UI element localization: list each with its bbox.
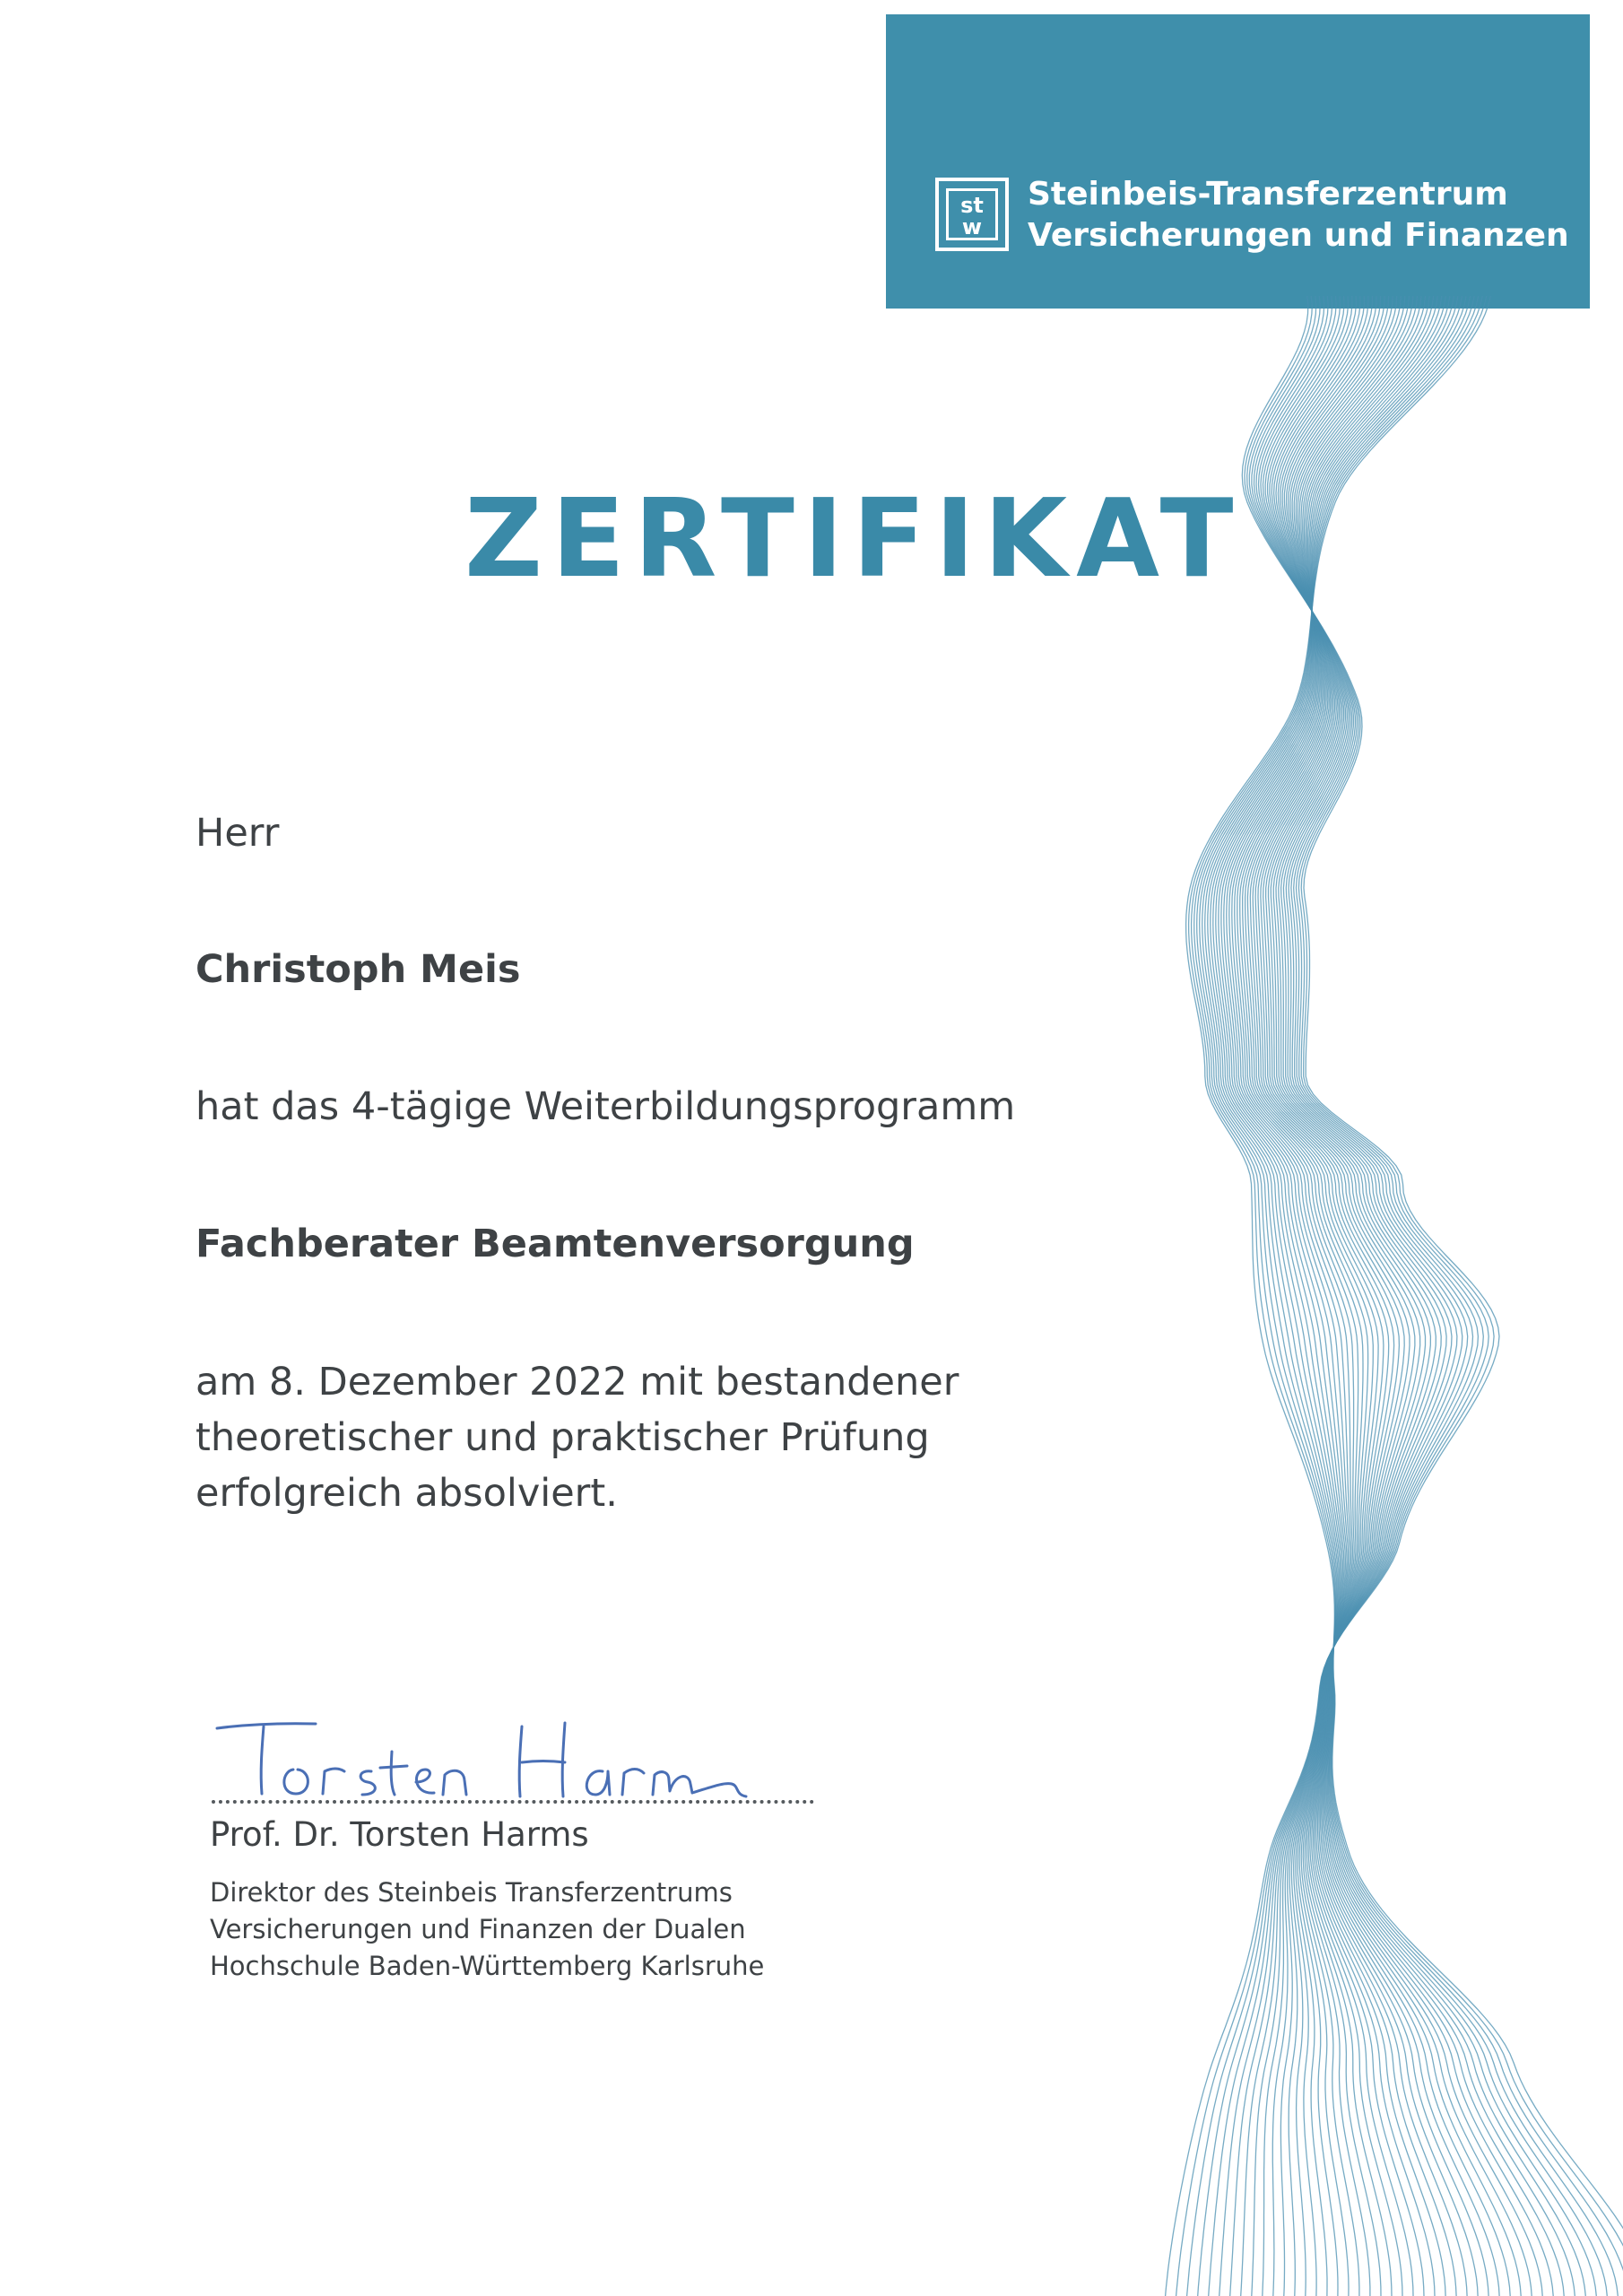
wave-line bbox=[1227, 296, 1488, 2296]
wave-line bbox=[1189, 296, 1623, 2296]
completion-statement bbox=[195, 1354, 959, 1521]
wave-line bbox=[1211, 296, 1553, 2296]
completion-line-2: theoretischer und praktischer Prüfung bbox=[195, 1415, 930, 1460]
program-intro: hat das 4-tägige Weiterbildungsprogramm bbox=[195, 1084, 1016, 1129]
wave-line bbox=[1209, 296, 1479, 2296]
wave-line bbox=[1250, 296, 1393, 2296]
handwritten-signature bbox=[208, 1709, 800, 1807]
signer-name: Prof. Dr. Torsten Harms bbox=[210, 1815, 589, 1854]
wave-line bbox=[1192, 296, 1623, 2296]
wave-line bbox=[1197, 296, 1608, 2296]
completion-line-1: am 8. Dezember 2022 mit bestandener bbox=[195, 1360, 959, 1405]
wave-line bbox=[1194, 296, 1619, 2296]
header-band bbox=[886, 14, 1590, 309]
signer-title bbox=[210, 1874, 764, 1985]
wave-line bbox=[1186, 296, 1623, 2296]
salutation: Herr bbox=[195, 811, 280, 856]
wave-line bbox=[1205, 296, 1575, 2296]
wave-line bbox=[1200, 296, 1597, 2296]
wave-line bbox=[1247, 296, 1402, 2296]
logo-line-2: w bbox=[961, 214, 983, 239]
recipient-name: Christoph Meis bbox=[195, 947, 521, 992]
wave-line bbox=[1208, 296, 1564, 2296]
wave-line bbox=[1269, 296, 1426, 2296]
wave-line bbox=[1245, 296, 1413, 2296]
wave-line bbox=[1243, 296, 1424, 2296]
wave-line bbox=[1213, 296, 1542, 2296]
wave-line bbox=[1230, 296, 1468, 2296]
completion-line-3: erfolgreich absolviert. bbox=[195, 1471, 618, 1516]
wave-line bbox=[1219, 296, 1521, 2296]
wave-line bbox=[1252, 296, 1457, 2296]
organization-name bbox=[1028, 174, 1569, 257]
wave-line bbox=[1241, 296, 1462, 2296]
wave-line bbox=[1224, 296, 1499, 2296]
wave-line bbox=[1258, 296, 1404, 2296]
logo-line-1: st bbox=[960, 193, 984, 218]
wave-line bbox=[1202, 296, 1586, 2296]
wave-line bbox=[1263, 296, 1452, 2296]
wave-line bbox=[1270, 296, 1436, 2296]
wave-line bbox=[1232, 296, 1467, 2296]
wave-line bbox=[1221, 296, 1510, 2296]
signer-title-line-1: Direktor des Steinbeis Transferzentrums bbox=[210, 1877, 733, 1908]
wave-line bbox=[1265, 296, 1446, 2296]
org-name-line-2: Versicherungen und Finanzen bbox=[1028, 217, 1569, 254]
wave-line bbox=[1268, 296, 1442, 2296]
wave-line bbox=[1255, 296, 1399, 2296]
wave-line bbox=[1229, 296, 1478, 2296]
org-name-line-1: Steinbeis-Transferzentrum bbox=[1028, 176, 1508, 213]
signature-line bbox=[212, 1800, 814, 1804]
wave-line bbox=[1263, 296, 1415, 2296]
program-name: Fachberater Beamtenversorgung bbox=[195, 1222, 915, 1266]
wave-line bbox=[1240, 296, 1435, 2296]
wave-line bbox=[1253, 296, 1393, 2296]
wave-line bbox=[1261, 296, 1410, 2296]
signer-title-line-2: Versicherungen und Finanzen der Dualen bbox=[210, 1914, 746, 1944]
wave-line bbox=[1271, 296, 1430, 2296]
wave-line bbox=[1219, 296, 1473, 2296]
certificate-title: ZERTIFIKAT bbox=[464, 477, 1243, 602]
stw-logo bbox=[935, 178, 1009, 251]
wave-line bbox=[1266, 296, 1420, 2296]
wave-line bbox=[1237, 296, 1445, 2296]
wave-line bbox=[1216, 296, 1532, 2296]
wave-line bbox=[1235, 296, 1456, 2296]
signer-title-line-3: Hochschule Baden-Württemberg Karlsruhe bbox=[210, 1951, 765, 1981]
